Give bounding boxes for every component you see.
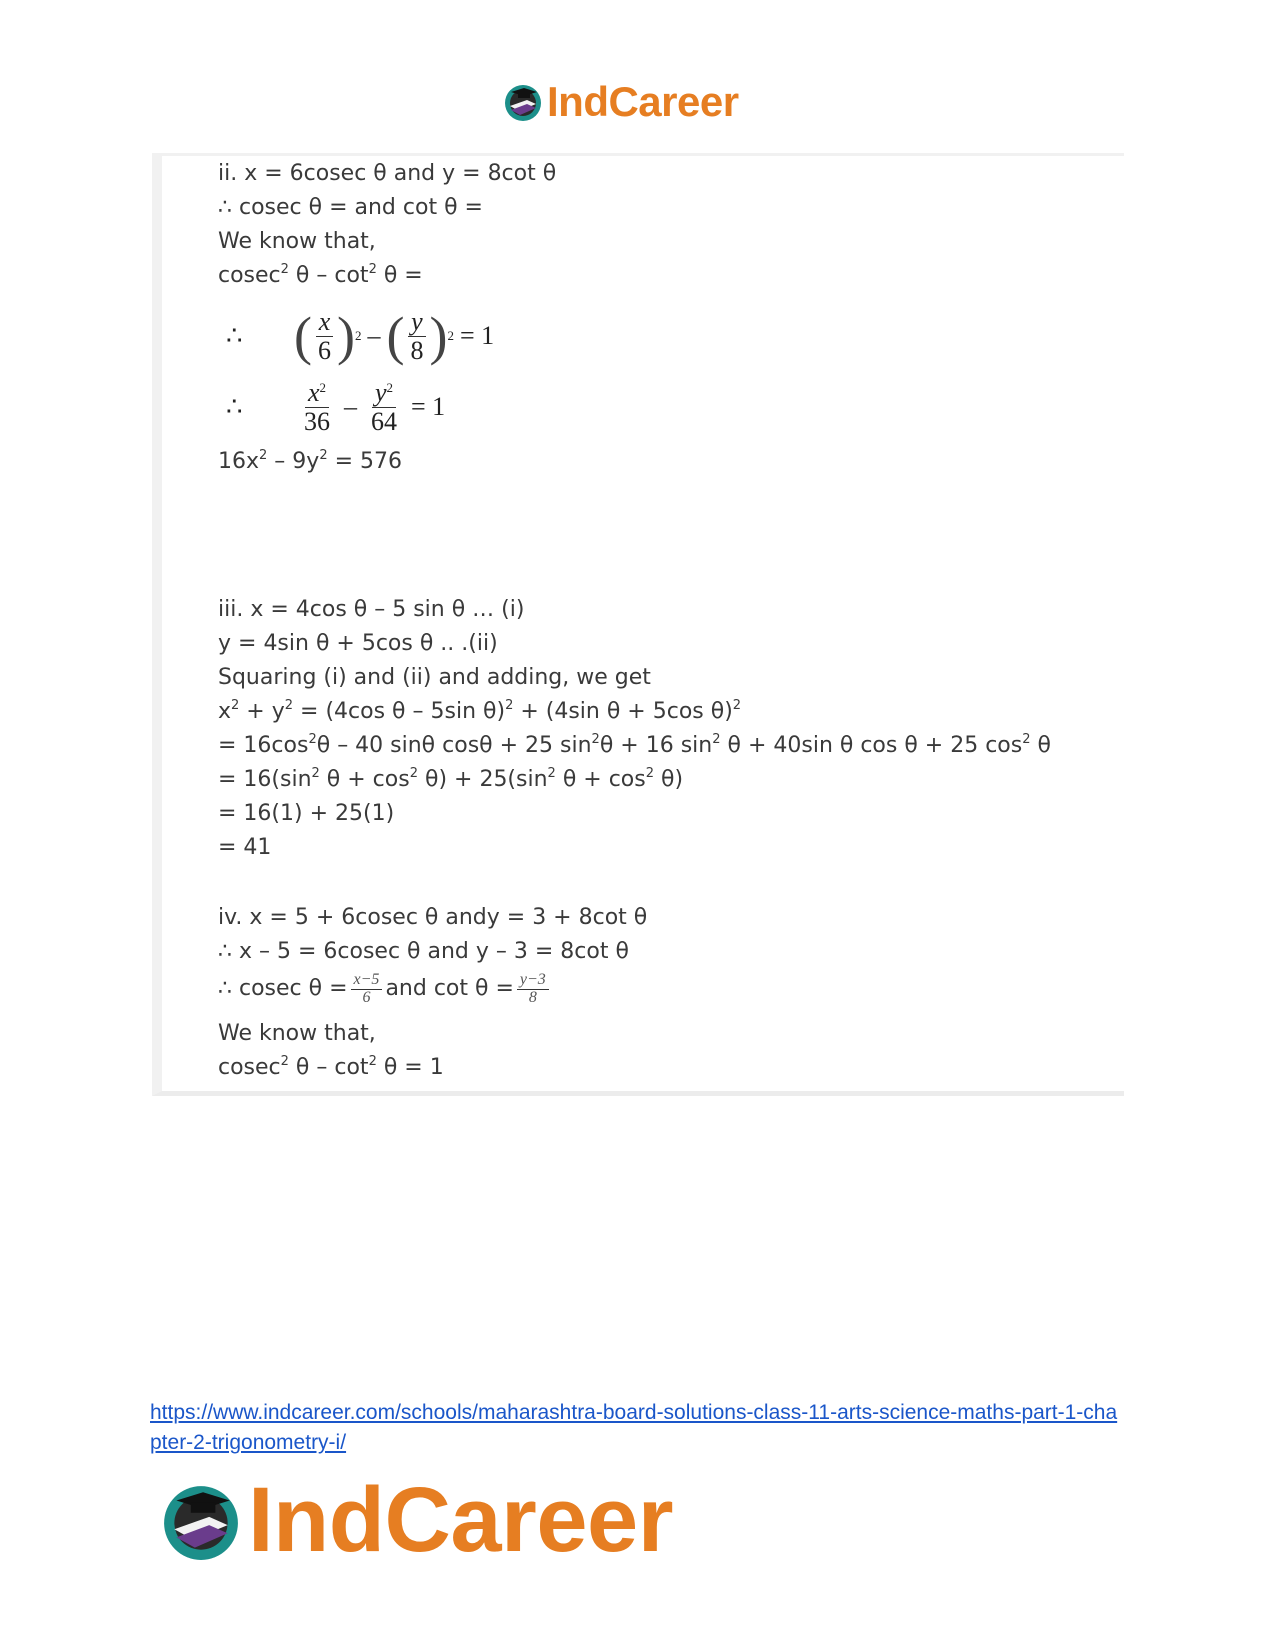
brand-name: IndCareer [248, 1469, 673, 1571]
part-iv-line-5: cosec$^2$ $\theta - \cot^2 \theta = 1$ [218, 1054, 444, 1080]
part-iii-line-1: iii. x = 4cos θ – 5 sin θ … (i) [218, 597, 525, 622]
equation-1: ∴ ( $\frac{x}{6}$ ) 2 – ( $\frac{y}{8}$ ) 2 = 1 [226, 306, 495, 366]
graduation-cap-book-icon [503, 82, 543, 122]
graduation-cap-book-icon [160, 1480, 242, 1562]
brand-name: IndCareer [547, 78, 739, 125]
part-iii-line-6: = $16(\sin^2$ $\theta + \cos^2 \theta) + 25(\sin^2$ $\theta + \cos^2 \theta$) [218, 766, 684, 792]
source-url-link[interactable]: https://www.indcareer.com/schools/maharashtra-board-solutions-class-11-arts-science-maths-part-1-chapter-2-trigonometry-i/ [150, 1401, 1118, 1454]
part-iv-line-1: iv. x = 5 + 6cosec θ andy = 3 + 8cot θ [218, 905, 648, 930]
part-iv-line-4: We know that, [218, 1021, 376, 1046]
part-ii-line-4: cosec$^2$ θ – $\cot^2 \theta$ = [218, 262, 423, 288]
footer-logo [160, 1468, 673, 1573]
header-logo [503, 78, 739, 126]
part-iii-line-4: $x^2 + y^2 = (4\cos$ θ – 5sin θ)$^2$ + (4sin θ + 5cos θ)$^2$ [218, 698, 742, 724]
part-iii-line-8: = 41 [218, 835, 272, 860]
part-ii-line-2: ∴ cosec θ = and cot θ = [218, 195, 483, 220]
part-iv-line-3: ∴ cosec θ = $\frac{x-5}{6}$ and cot θ = $\frac{y-3}{8}$ [218, 972, 552, 1007]
part-iii-line-2: y = 4sin θ + 5cos θ .. .(ii) [218, 631, 498, 656]
part-ii-result: $16x^2 - 9y^2 = 576$ [218, 448, 403, 474]
part-ii-line-3: We know that, [218, 229, 376, 254]
part-iii-line-5: = $16\cos^2\theta - 40$ sinθ cosθ + 25 $\sin^2\theta + 16$ $\sin^2 \theta + 40\sin$ θ cos θ + 25 $\cos^2 \theta$ [218, 732, 1051, 758]
part-iv-line-2: ∴ x – 5 = 6cosec θ and y – 3 = 8cot θ [218, 939, 629, 964]
part-iii-line-3: Squaring (i) and (ii) and adding, we get [218, 665, 651, 690]
part-ii-line-1: ii. x = 6cosec θ and y = 8cot θ [218, 161, 557, 186]
part-iii-line-7: = 16(1) + 25(1) [218, 801, 395, 826]
equation-2: ∴ $\frac{x^2}{36}$ – $\frac{y^2}{64}$ = 1 [226, 378, 446, 436]
